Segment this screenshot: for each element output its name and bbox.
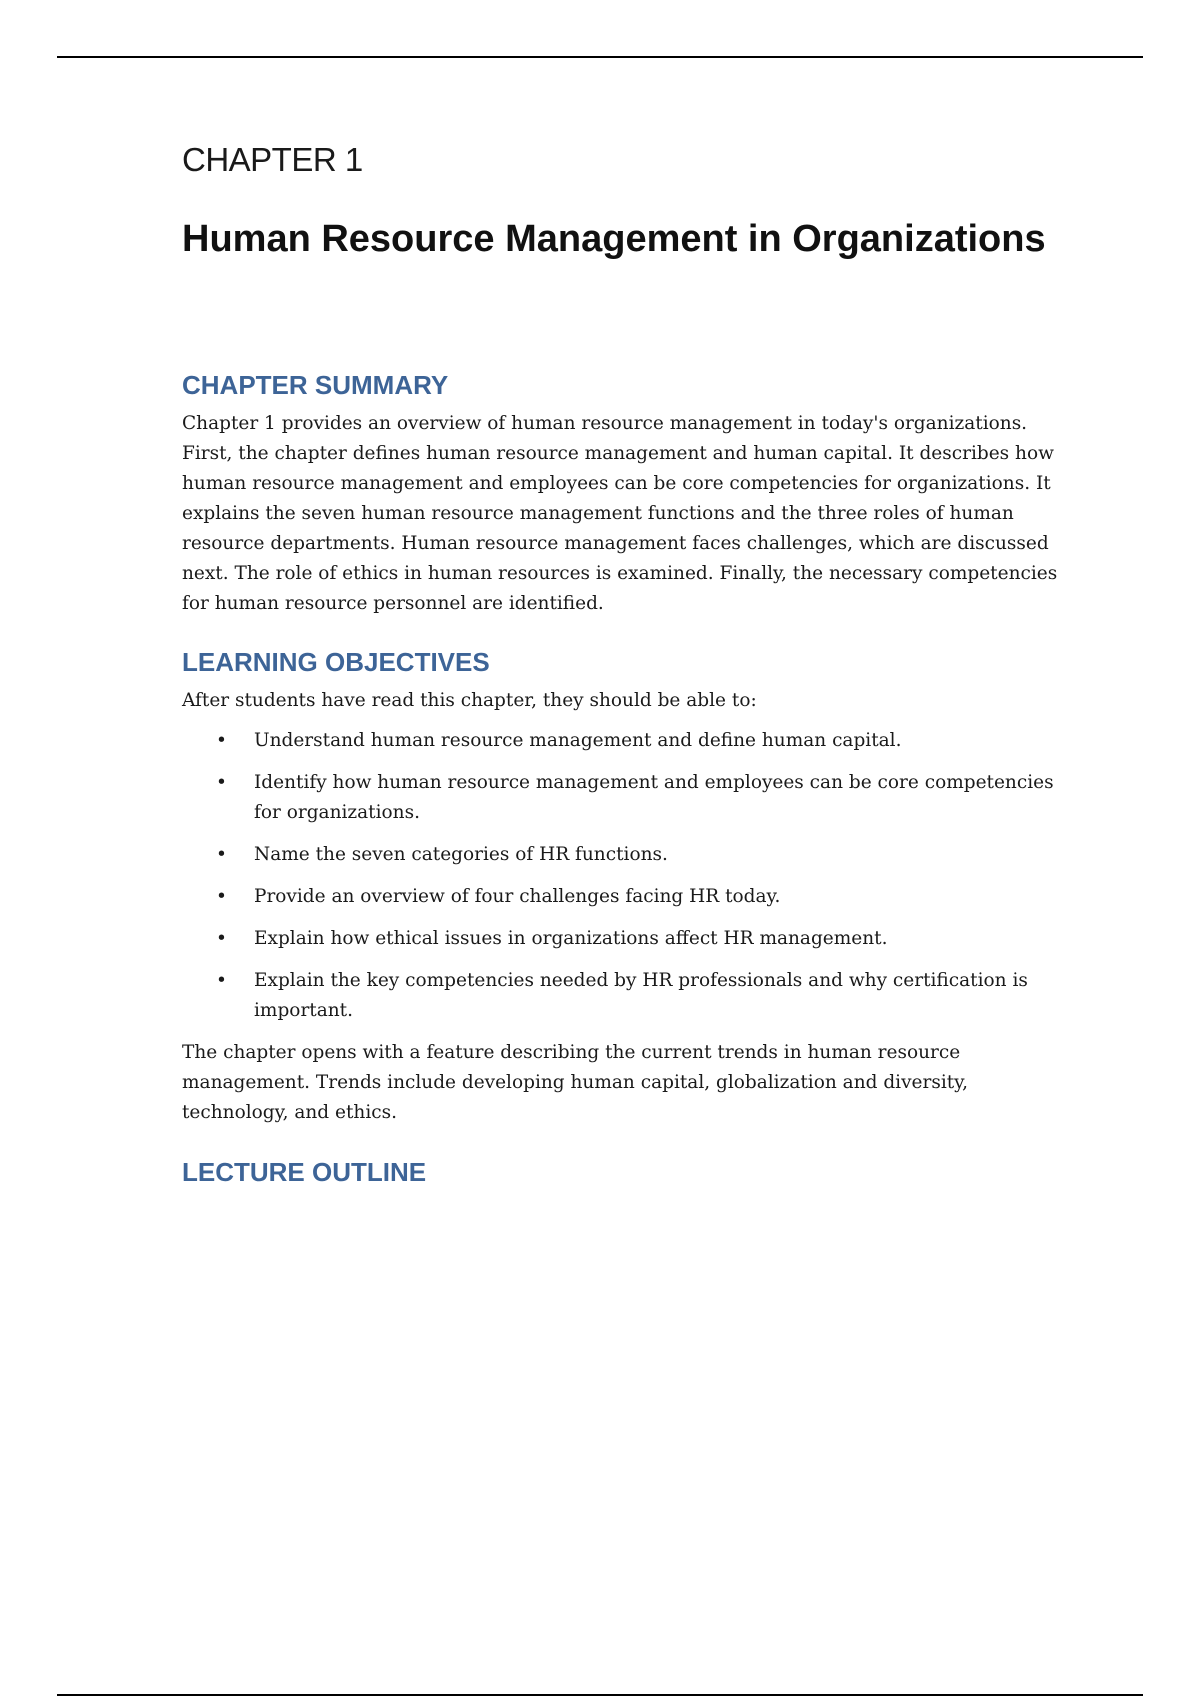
list-item [182,882,1062,912]
bullet-icon: • [216,729,227,751]
bullet-icon: • [216,969,227,991]
objective-text: Explain the key competencies needed by HR professionals and why certification is important. [254,969,1028,1021]
chapter-label: CHAPTER 1 [182,141,363,178]
list-item [182,966,1062,1026]
bullet-icon: • [216,843,227,865]
chapter-title: Human Resource Management in Organizations [182,217,1046,260]
objectives-list [182,726,1062,1026]
list-item [182,840,1062,870]
objective-text: Provide an overview of four challenges facing HR today. [254,885,781,907]
bottom-rule [57,1694,1143,1696]
bullet-icon: • [216,771,227,793]
bullet-icon: • [216,885,227,907]
list-item [182,768,1062,828]
bullet-icon: • [216,927,227,949]
objective-text: Name the seven categories of HR functions. [254,843,668,865]
objective-text: Understand human resource management and define human capital. [254,729,902,751]
summary-text: Chapter 1 provides an overview of human resource management in today's organizations. First, the chapter defines human resource management and human capital. It describes how human resource management and employees can be core competencies for organizations. It explains the seven human resource management functions and the three roles of human resource departments. Human resource management faces challenges, which are discussed next. The role of ethics in human resources is examined. Finally, the necessary competencies for human resource personnel are identified. [182,412,1058,614]
objectives-heading: LEARNING OBJECTIVES [182,646,490,677]
objective-text: Explain how ethical issues in organizations affect HR management. [254,927,888,949]
objectives-closing: The chapter opens with a feature describing the current trends in human resource management. Trends include developing human capital, globalization and diversity, technology, and ethics. [182,1041,969,1123]
objectives-intro: After students have read this chapter, they should be able to: [182,689,757,711]
list-item [182,726,1062,756]
summary-heading: CHAPTER SUMMARY [182,369,449,400]
objective-text: Identify how human resource management and employees can be core competencies for organizations. [254,771,1054,823]
outline-heading: LECTURE OUTLINE [182,1156,427,1187]
page-content [182,140,1062,1188]
list-item [182,924,1062,954]
top-rule [57,56,1143,58]
